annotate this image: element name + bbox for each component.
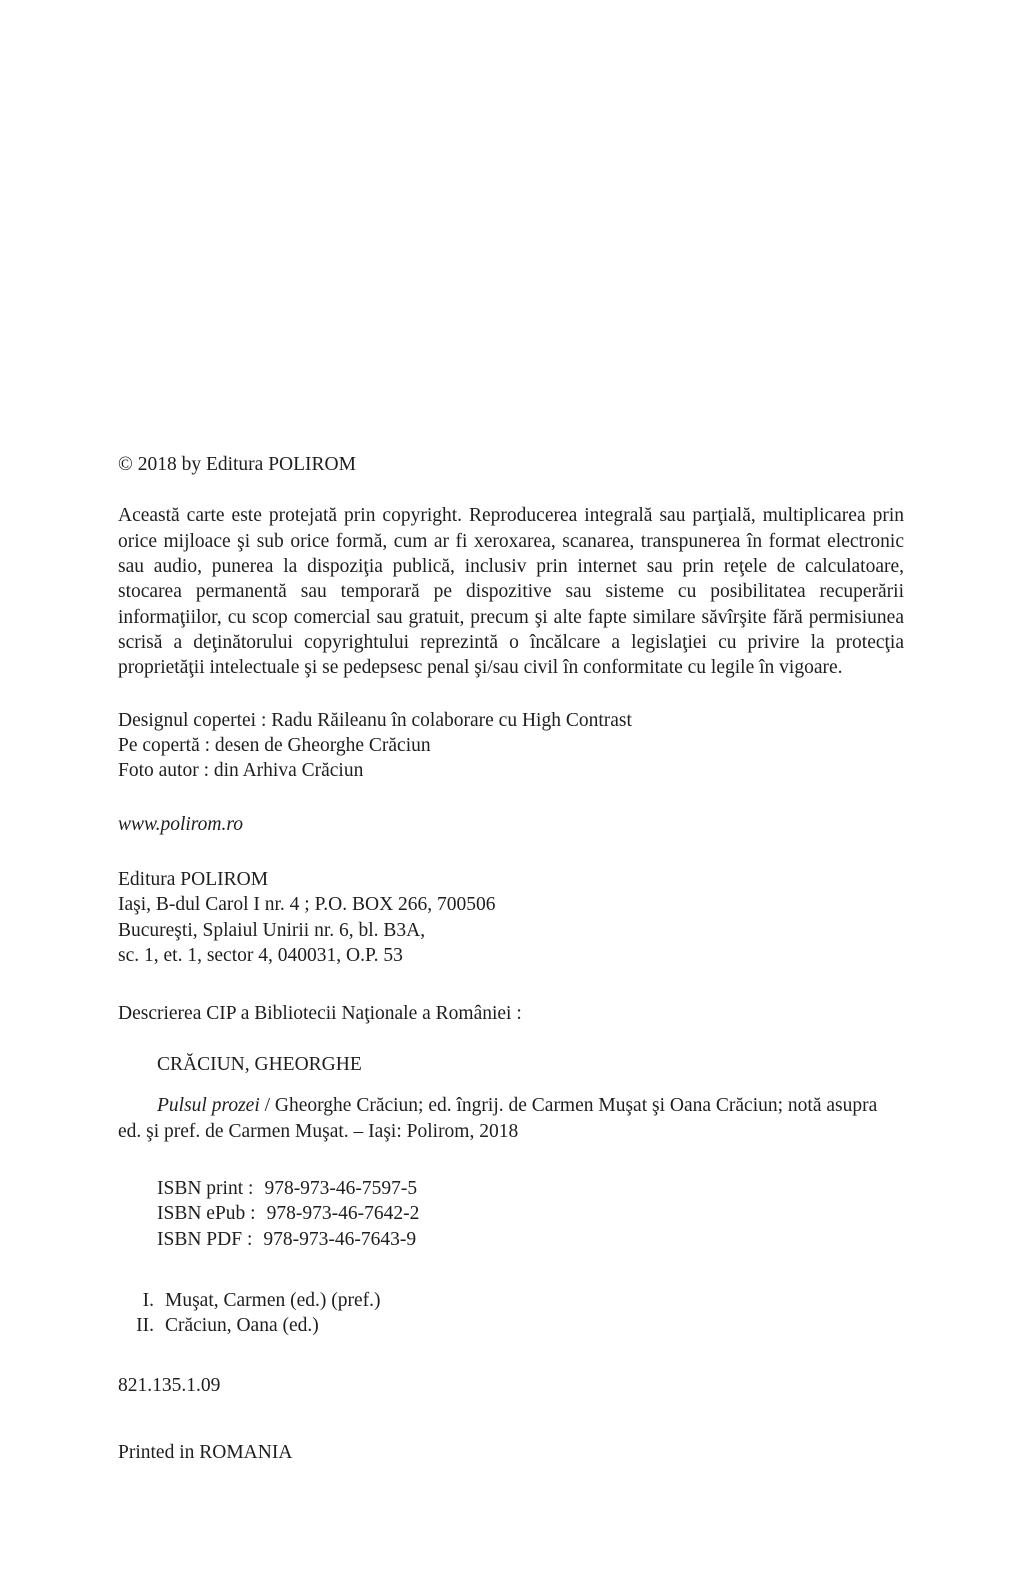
isbn-epub-row (157, 1201, 904, 1226)
publisher-address (118, 867, 904, 968)
isbn-print-label: ISBN print : (157, 1177, 254, 1199)
cover-credits (118, 708, 904, 784)
isbn-epub-label: ISBN ePub : (157, 1203, 256, 1225)
isbn-pdf-row (157, 1227, 904, 1252)
printed-in-notice: Printed in ROMANIA (118, 1441, 293, 1463)
cip-heading: Descrierea CIP a Bibliotecii Naţionale a României : (118, 1002, 522, 1024)
isbn-pdf-value: 978-973-46-7643-9 (263, 1228, 417, 1250)
isbn-print-value: 978-973-46-7597-5 (264, 1177, 418, 1199)
contributor-numeral-1: I. (142, 1289, 154, 1311)
contributor-name-1: Muşat, Carmen (ed.) (pref.) (165, 1289, 381, 1311)
contributor-row-2 (118, 1313, 904, 1338)
isbn-epub-value: 978-973-46-7642-2 (266, 1203, 420, 1225)
publisher-website: www.polirom.ro (118, 813, 243, 835)
publisher-address-line-2: Bucureşti, Splaiul Unirii nr. 6, bl. B3A, (118, 919, 426, 941)
book-title: Pulsul prozei (157, 1095, 260, 1117)
contributor-numeral-2: II. (136, 1315, 154, 1337)
isbn-list (157, 1176, 904, 1252)
cip-author: CRĂCIUN, GHEORGHE (157, 1053, 362, 1075)
contributor-name-2: Crăciun, Oana (ed.) (165, 1315, 319, 1337)
publisher-address-line-3: sc. 1, et. 1, sector 4, 040031, O.P. 53 (118, 945, 403, 967)
cip-title-entry (118, 1093, 904, 1144)
contributor-row-1 (118, 1288, 904, 1313)
copyright-line: © 2018 by Editura POLIROM (118, 454, 356, 475)
isbn-pdf-label: ISBN PDF : (157, 1228, 253, 1250)
credit-author-photo: Foto autor : din Arhiva Crăciun (118, 760, 364, 782)
isbn-print-row (157, 1176, 904, 1201)
udc-classification: 821.135.1.09 (118, 1374, 221, 1396)
contributor-list (118, 1288, 904, 1339)
publisher-address-line-1: Iaşi, B-dul Carol I nr. 4 ; P.O. BOX 266, 700506 (118, 894, 496, 916)
publisher-name: Editura POLIROM (118, 869, 269, 891)
credit-cover-design: Designul copertei : Radu Răileanu în colaborare cu High Contrast (118, 709, 632, 731)
credit-cover-art: Pe copertă : desen de Gheorghe Crăciun (118, 735, 431, 757)
copyright-notice: Această carte este protejată prin copyright. Reproducerea integrală sau parţială, multiplicarea prin orice mijloace şi sub orice formă, cum ar fi xeroxarea, scanarea, transpunerea în format electronic sau audio, punerea la dispoziţia publică, inclusiv prin internet sau prin reţele de calculatoare, stocarea permanentă sau temporară pe dispozitive sau sisteme cu posibilitatea recuperării informaţiilor, cu scop comercial sau gratuit, precum şi alte fapte similare săvîrşite fără permisiunea scrisă a deţinătorului copyrightului reprezintă o încălcare a legislaţiei cu privire la protecţia proprietăţii intelectuale şi se pedepsesc penal şi/sau civil în conformitate cu legile în vigoare. (118, 505, 904, 679)
cip-title-rest: / Gheorghe Crăciun; ed. îngrij. de Carmen Muşat şi Oana Crăciun; notă asupra ed. şi pref. de Carmen Muşat. – Iaşi: Polirom, 2018 (118, 1095, 878, 1142)
